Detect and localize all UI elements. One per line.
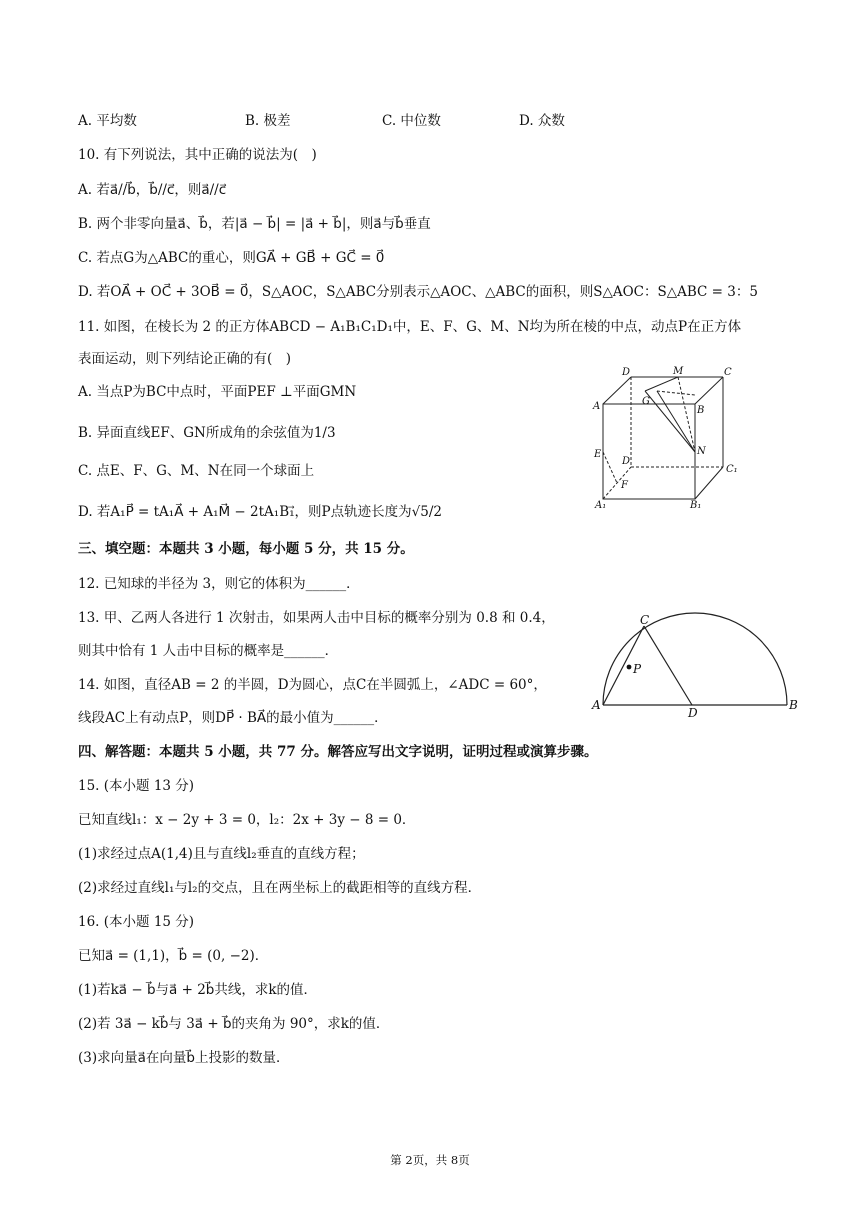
semicircle-label-d: D [688, 706, 698, 717]
q10-stem: 10. 有下列说法，其中正确的说法为( ) [78, 147, 317, 163]
q10-option-c: C. 若点G为△ABC的重心，则GA⃗ + GB⃗ + GC⃗ = 0⃗ [78, 250, 385, 266]
semicircle-label-b: B [789, 698, 798, 712]
q15-title: 15. (本小题 13 分) [78, 778, 195, 794]
q11-option-c: C. 点E、F、G、M、N在同一个球面上 [78, 463, 315, 479]
q9-option-d: D. 众数 [519, 113, 565, 129]
cube-label-d-inner: D [622, 456, 631, 467]
q15-part1: (1)求经过点A(1,4)且与直线l₂垂直的直线方程； [78, 846, 365, 862]
cube-label-m: M [673, 366, 684, 377]
cube-label-d-top: D [622, 367, 631, 378]
cube-label-b1: B₁ [690, 500, 702, 511]
q11-option-b: B. 异面直线EF、GN所成角的余弦值为1/3 [78, 425, 336, 441]
semicircle-figure [590, 612, 800, 717]
cube-figure [585, 362, 750, 512]
segment-mn [678, 377, 695, 452]
q13-line2: 则其中恰有 1 人击中目标的概率是______． [78, 643, 339, 659]
q10-option-b: B. 两个非零向量a⃗、b⃗，若|a⃗ − b⃗| = |a⃗ + b⃗|，则a⃗与b⃗垂直 [78, 216, 431, 232]
point-p [627, 665, 632, 670]
q14-line2: 线段AC上有动点P，则DP⃗ · BA⃗的最小值为______． [78, 710, 388, 726]
section-4-heading: 四、解答题：本题共 5 小题，共 77 分。解答应写出文字说明，证明过程或演算步骤。 [78, 744, 598, 760]
q16-part1: (1)若ka⃗ − b⃗与a⃗ + 2b⃗共线，求k的值． [78, 982, 318, 998]
q10-option-a: A. 若a⃗//b⃗，b⃗//c⃗，则a⃗//c⃗ [78, 182, 227, 198]
q14-line1: 14. 如图，直径AB = 2 的半圆，D为圆心，点C在半圆弧上，∠ADC = 60°， [78, 677, 547, 693]
q11-stem-line2: 表面运动，则下列结论正确的有( ) [78, 351, 292, 367]
q11-option-a: A. 当点P为BC中点时，平面PEF ⊥平面GMN [78, 384, 357, 400]
cube-front-face [603, 404, 695, 499]
cube-label-a: A [593, 401, 601, 412]
segment-ef [603, 452, 617, 483]
cube-label-e: E [594, 449, 602, 460]
page-footer: 第 2页，共 8页 [390, 1153, 470, 1167]
semicircle-label-a: A [592, 698, 601, 712]
semicircle-arc [603, 613, 787, 705]
q11-option-d: D. 若A₁P⃗ = tA₁A⃗ + A₁M⃗ − 2tA₁B₁⃗，则P点轨迹长度为√5/2 [78, 504, 442, 520]
cube-label-c1: C₁ [726, 464, 738, 475]
segment-gn [645, 391, 695, 452]
q13-line1: 13. 甲、乙两人各进行 1 次射击，如果两人击中目标的概率分别为 0.8 和 0.4， [78, 610, 555, 626]
q12: 12. 已知球的半径为 3，则它的体积为______． [78, 576, 360, 592]
q16-given: 已知a⃗ = (1,1)，b⃗ = (0, −2)． [78, 948, 269, 964]
q10-option-d: D. 若OA⃗ + OC⃗ + 3OB⃗ = 0⃗，S△AOC，S△ABC分别表示△AOC、△ABC的面积，则S△AOC：S△ABC = 3：5 [78, 284, 758, 300]
cube-label-c: C [724, 367, 732, 378]
cube-label-f: F [621, 480, 628, 491]
q11-stem-line1: 11. 如图，在棱长为 2 的正方体ABCD − A₁B₁C₁D₁中，E、F、G、M、N均为所在棱的中点，动点P在正方体 [78, 319, 742, 335]
cube-label-b: B [697, 405, 705, 416]
segment-cd [644, 626, 692, 705]
q16-part2: (2)若 3a⃗ − kb⃗与 3a⃗ + b⃗的夹角为 90°，求k的值． [78, 1016, 390, 1032]
cube-label-g: G [642, 396, 650, 407]
q16-title: 16. (本小题 15 分) [78, 914, 195, 930]
q9-option-a: A. 平均数 [78, 113, 137, 129]
cube-label-n: N [697, 446, 706, 457]
q15-given: 已知直线l₁：x − 2y + 3 = 0，l₂：2x + 3y − 8 = 0． [78, 812, 416, 828]
semicircle-label-p: P [633, 662, 642, 676]
cube-label-a1: A₁ [595, 500, 607, 511]
q9-option-c: C. 中位数 [382, 113, 441, 129]
segment-gm [645, 377, 678, 391]
section-3-heading: 三、填空题：本题共 3 小题，每小题 5 分，共 15 分。 [78, 541, 414, 557]
q15-part2: (2)求经过直线l₁与l₂的交点，且在两坐标上的截距相等的直线方程． [78, 880, 482, 896]
q16-part3: (3)求向量a⃗在向量b⃗上投影的数量． [78, 1050, 290, 1066]
q9-option-b: B. 极差 [245, 113, 291, 129]
semicircle-label-c: C [640, 613, 650, 627]
